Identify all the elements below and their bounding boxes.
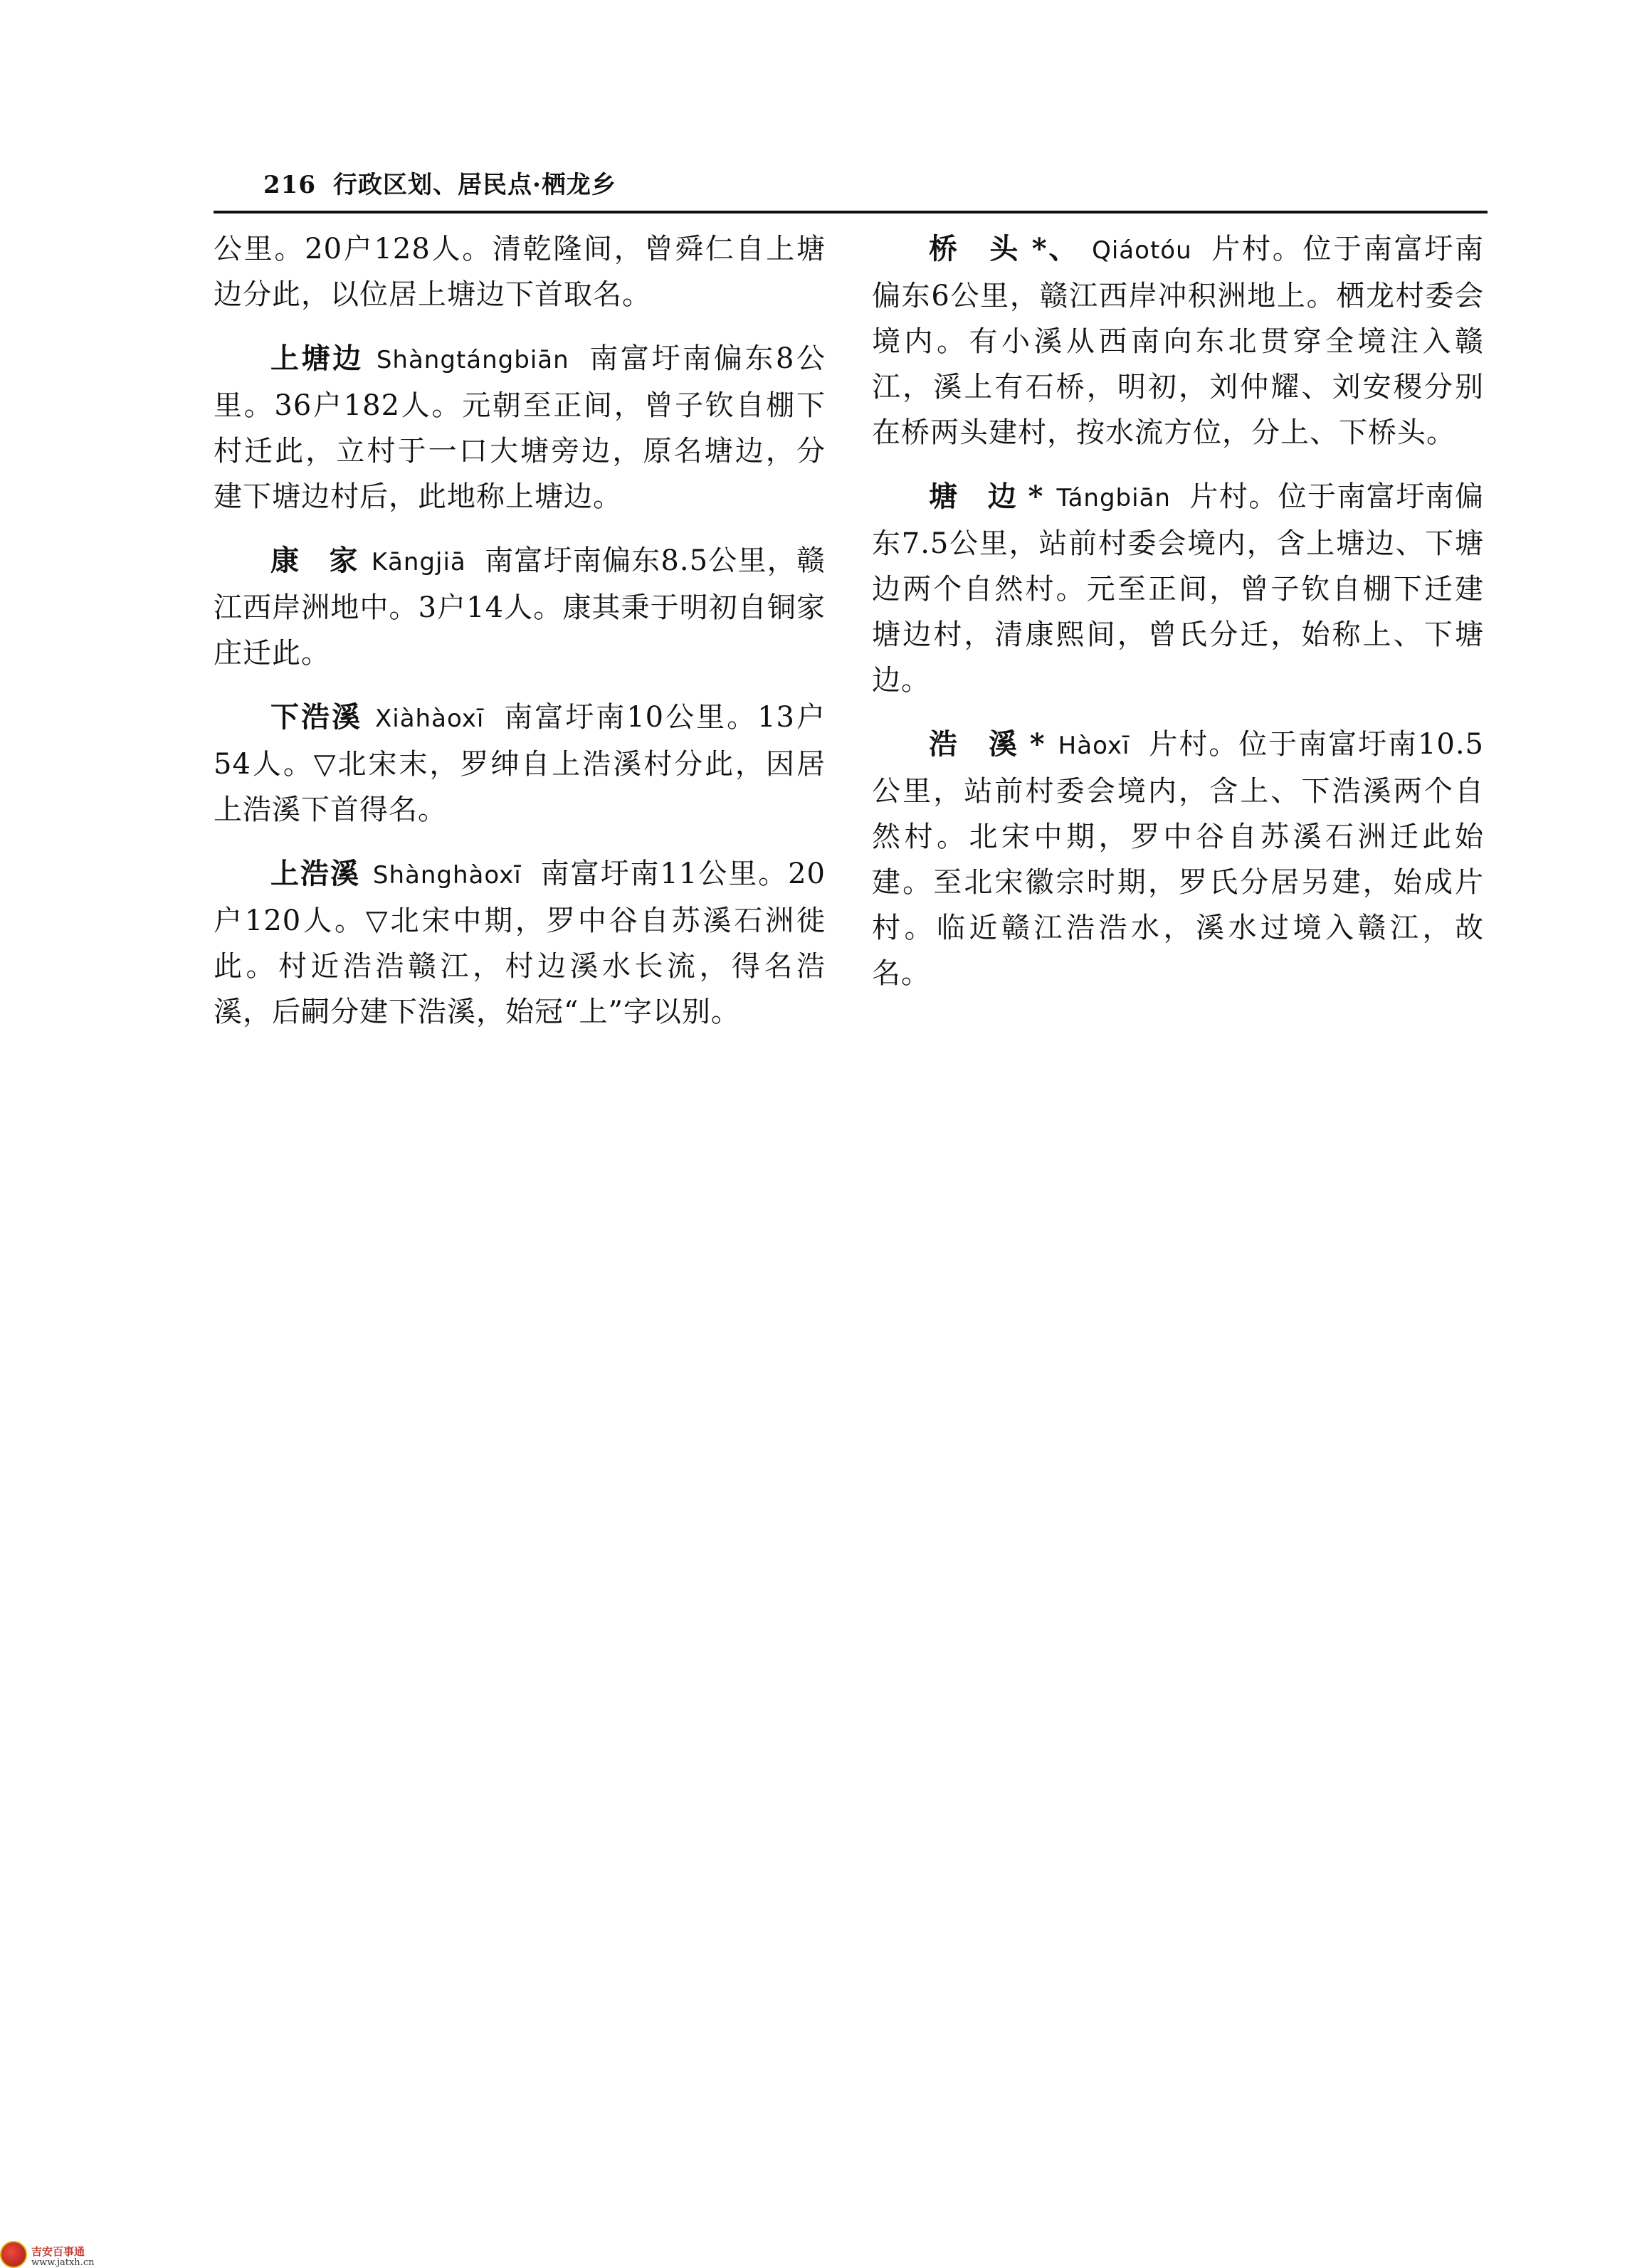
page-number: 216 (263, 171, 316, 199)
entry-shanghaoxi (214, 851, 826, 1035)
header-rule (214, 211, 1488, 213)
entry-pinyin: Shàngtángbiān (376, 346, 569, 374)
right-column (872, 226, 1484, 1015)
logo-emblem-icon (0, 2241, 27, 2268)
entry-pinyin: Qiáotóu (1092, 236, 1192, 265)
entry-pinyin: Kāngjiā (371, 548, 466, 576)
entry-shangtangbian (214, 336, 826, 519)
entry-text: 南富圩南偏东8.5公里，赣江西岸洲地中。3户14人。康其秉于明初自铜家庄迁此。 (214, 544, 826, 670)
entry-text: 片村。位于南富圩南偏东7.5公里，站前村委会境内，含上塘边、下塘边两个自然村。元至正间，曾子钦自棚下迁建塘边村，清康熙间，曾氏分迁，始称上、下塘边。 (872, 480, 1485, 697)
entry-pinyin: Xiàhàoxī (374, 705, 485, 733)
left-column (214, 226, 826, 1053)
running-header (263, 165, 616, 200)
entry-name: 下浩溪 (270, 700, 362, 734)
entry-name: 桥 头 *、 (929, 232, 1080, 265)
entry-text: 片村。位于南富圩南偏东6公里，赣江西岸冲积洲地上。栖龙村委会境内。有小溪从西南向东北贯穿全境注入赣江，溪上有石桥，明初，刘仲耀、刘安稷分别在桥两头建村，按水流方位，分上、下桥头。 (872, 233, 1484, 449)
entry-pinyin: Tángbiān (1056, 484, 1171, 512)
entry-text: 南富圩南偏东8公里。36户182人。元朝至正间，曾子钦自棚下村迁此，立村于一口大塘旁边，原名塘边，分建下塘边村后，此地称上塘边。 (214, 342, 826, 513)
entry-xiahaoxi (214, 695, 826, 833)
section-title: 行政区划、居民点·栖龙乡 (332, 171, 616, 199)
entry-name: 浩 溪 * (929, 727, 1046, 761)
watermark-url: www.jatxh.cn (31, 2257, 95, 2268)
entry-text: 南富圩南11公里。20户120人。▽北宋中期，罗中谷自苏溪石洲徙此。村近浩浩赣江，村边溪水长流，得名浩溪，后嗣分建下浩溪，始冠“上”字以别。 (214, 858, 826, 1028)
entry-text: 公里。20户128人。清乾隆间，曾舜仁自上塘边分此，以位居上塘边下首取名。 (214, 233, 826, 311)
entry-qiaotou (872, 226, 1484, 455)
watermark-logo (0, 2235, 164, 2268)
entry-continued (214, 226, 826, 317)
entry-pinyin: Hàoxī (1058, 732, 1130, 760)
entry-name: 上浩溪 (270, 857, 360, 890)
entry-text: 南富圩南10公里。13户54人。▽北宋末，罗绅自上浩溪村分此，因居上浩溪下首得名。 (214, 701, 826, 826)
entry-pinyin: Shànghàoxī (372, 861, 522, 890)
entry-haoxi (872, 722, 1484, 996)
entry-name: 上塘边 (270, 342, 364, 375)
entry-text: 片村。位于南富圩南10.5公里，站前村委会境内，含上、下浩溪两个自然村。北宋中期，罗中谷自苏溪石洲迁此始建。至北宋徽宗时期，罗氏分居另建，始成片村。临近赣江浩浩水，溪水过境入赣江，故名。 (872, 728, 1485, 990)
entry-name: 塘 边 * (929, 480, 1044, 513)
entry-tangbian (872, 474, 1484, 703)
watermark-name: 吉安百事通 (31, 2245, 85, 2258)
entry-name: 康 家 (270, 544, 359, 577)
entry-kangjia (214, 538, 826, 676)
